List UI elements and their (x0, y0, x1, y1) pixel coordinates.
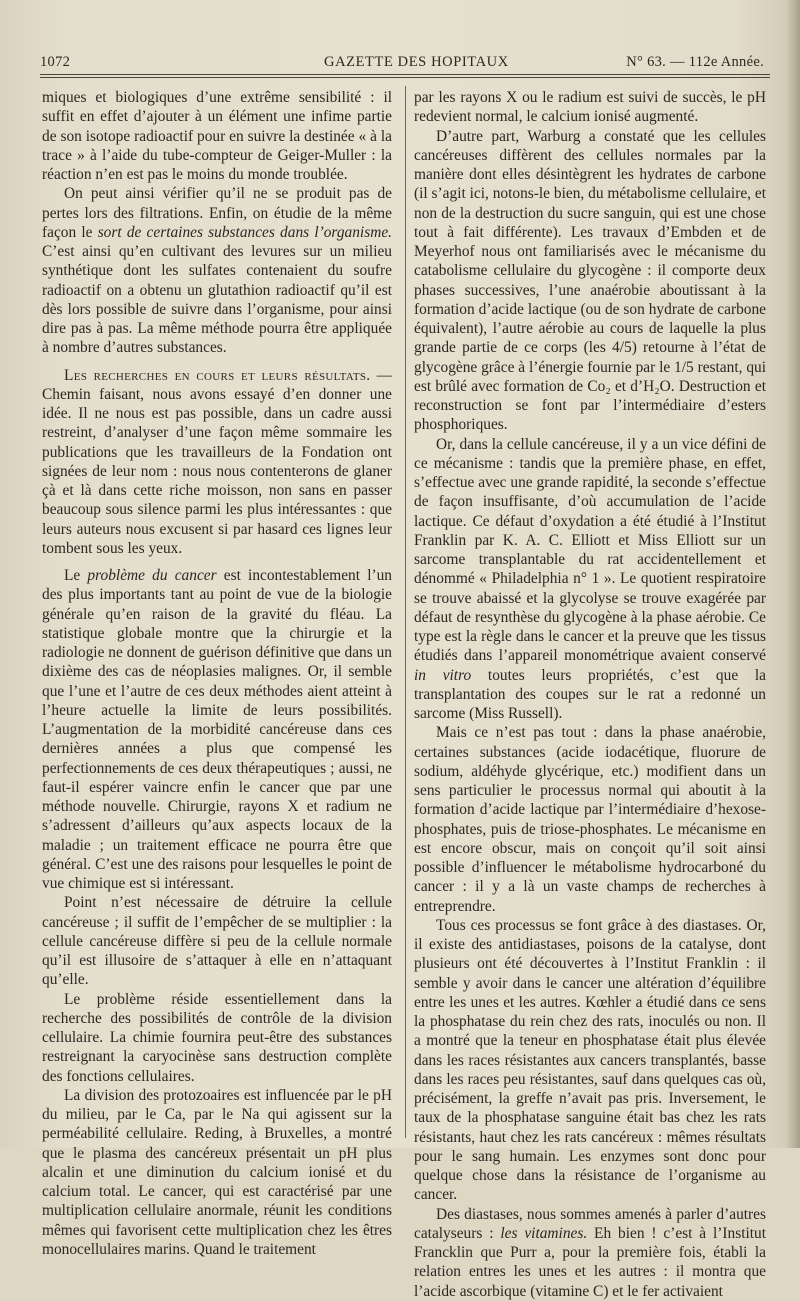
header-rule-double (40, 77, 770, 78)
paragraph: Point n’est nécessaire de détruire la cellule cancéreuse ; il suffit de l’empêcher de se multiplier : la cellule cancéreuse diffère si peu de la cellule normale qu’il est illusoire de s’attaquer à elle en n’attaquant qu’elle. (42, 894, 392, 989)
paragraph: Le problème du cancer est incontestablement l’un des plus importants tant au point de vue de la biologie générale qu’en raison de la gravité du fléau. La statistique globale montre que la chirurgie et la radiologie ne donnent de guérison définitive que dans un dixième des cas de néoplasies malignes. Or, il semble que l’une et l’autre de ces deux méthodes aient atteint à l’heure actuelle la limite de leurs possibilités. L’augmentation de la morbidité cancéreuse dans ces dernières années a plus que compensé les perfectionnements de ces deux thérapeutiques ; aussi, ne faut-il espérer vaincre enfin le cancer que par une méthode nouvelle. Chirurgie, rayons X et radium ne s’adressent d’ailleurs qu’aux aspects locaux de la maladie ; un traitement efficace ne pourra être que général. C’est une des raisons pour lesquelles le point de vue chimique est si intéressant. (42, 567, 392, 892)
paragraph: D’autre part, Warburg a constaté que les cellules cancéreuses diffèrent des cellules normales par la manière dont elles désintègrent les hydrates de carbone (il s’agit ici, notons-le bien, du métabolisme cellulaire, et non de la destruction du sucre sanguin, qui est une chose tout à fait différente). Les travaux d’Embden et de Meyerhof nous ont familiarisés avec le mécanisme du catabolisme cellulaire du glycogène : il comporte deux phases successives, l’une anaérobie aboutissant à la formation d’acide lactique (ou de son hydrate de carbone équivalent), l’autre aérobie au cours de laquelle la plus grande partie de ce corps (les 4/5) retourne à l’état de glycogène grâce à l’énergie fournie par le 1/5 restant, qui est brûlé avec formation de Co₂ et d’H₂O. Destruction et reconstruction se font par l’intermédiaire d’esters phosphoriques. (414, 127, 766, 434)
paragraph: Mais ce n’est pas tout : dans la phase anaérobie, certaines substances (acide iodacétique, fluorure de sodium, aldéhyde glycérique, etc.) modifient dans un sens particulier le processus normal qui aboutit à la formation d’acide lactique par l’intermédiaire d’hexose-phosphates, puis de triose-phosphates. Le mécanisme en est encore obscur, mais on conçoit qu’il soit ainsi possible d’influencer le métabolisme hydrocarboné du cancer : il y a là un vaste champs de recherches à entreprendre. (414, 724, 766, 915)
paragraph: On peut ainsi vérifier qu’il ne se produit pas de pertes lors des filtrations. Enfin, on étudie de la même façon le sort de certaines substances dans l’organisme. C’est ainsi qu’en cultivant des levures sur un milieu synthétique dont les sulfates contenaient du soufre radioactif on a obtenu un glutathion radioactif qu’il est dès lors possible de suivre dans l’organisme, pour ainsi dire pas à pas. La même méthode pourra être appliquée à nombre d’autres substances. (42, 185, 392, 357)
paragraph: Or, dans la cellule cancéreuse, il y a un vice défini de ce mécanisme : tandis que la première phase, en effet, s’effectue avec une grande rapidité, la seconde s’effectue de façon insuffisante, d’où accumulation de l’acide lactique. Ce défaut d’oxydation a été étudié à l’Institut Franklin par K. A. C. Elliott et Miss Elliott sur un sarcome transplantable du rat accidentellement et dénommé « Philadelphia n° 1 ». Le quotient respiratoire se trouve abaissé et la glycolyse se trouve exagérée par défaut de resynthèse du glycogène à la phase aérobie. Ce type est la règle dans le cancer et la preuve que les tissus étudiés dans l’appareil monométrique avaient conservé in vitro toutes leurs propriétés, c’est que la transplantation des coupes sur le rat a redonné un sarcome (Miss Russell). (414, 435, 766, 722)
paragraph: Le problème réside essentiellement dans la recherche des possibilités de contrôle de la division cellulaire. La chimie fournira peut-être des substances restreignant la caryocinèse sans destruction complète des fonctions cellulaires. (42, 990, 392, 1085)
paragraph: La division des protozoaires est influencée par le pH du milieu, par le Ca, par le Na qui agissent sur la perméabilité cellulaire. Reding, à Bruxelles, a montré que le plasma des cancéreux présentait un pH plus alcalin et une diminution du calcium ionisé et du calcium total. Le cancer, qui est caractérisé par une multiplication cellulaire anormale, réunit les conditions mêmes qui favorisent cette multiplication chez les êtres monocellulaires marins. Quand le traitement (42, 1086, 392, 1258)
section-heading: Les recherches en cours et leurs résultats. (64, 366, 371, 384)
page-header (40, 52, 770, 74)
header-rule (40, 74, 770, 75)
issue-info: N° 63. — 112e Année. (626, 54, 764, 70)
left-column (42, 88, 392, 1259)
paragraph: Des diastases, nous sommes amenés à parler d’autres catalyseurs : les vitamines. Eh bien ! c’est à l’Institut Francklin que Purr a, pour la première fois, établi la relation entres les unes et les autres : il montra que l’acide ascorbique (vitamine C) et le fer activaient (414, 1205, 767, 1300)
journal-title: GAZETTE DES HOPITAUX (324, 54, 509, 70)
paragraph: Tous ces processus se font grâce à des diastases. Or, il existe des antidiastases, poisons de la catalyse, dont plusieurs ont été découvertes à l’Institut Franklin : il semble y avoir dans le cancer une altération d’équilibre entre les unes et les autres. Kœhler a étudié dans ce sens la phosphatase du rein chez des rats, inoculés ou non. Il a montré que la teneur en phosphatase était plus élevée dans les races résistantes aux cancers transplantés, basse dans les races peu résistantes, sauf dans quelques cas où, précisément, la greffe n’avait pas pris. Inversement, le taux de la phosphatase sanguine était bas chez les rats résistants, haut chez les rats cancéreux : mêmes résultats pour le sang humain. Les enzymes sont donc pour quelque chose dans la résistance de l’organisme au cancer. (414, 916, 766, 1204)
column-separator (405, 86, 406, 1138)
paragraph: miques et biologiques d’une extrême sensibilité : il suffit en effet d’ajouter à un élément une infime partie de son isotope radioactif pour en suivre la destinée « à la trace » à l’aide du tube-compteur de Geiger-Muller : la réaction n’en est pas le moins du monde troublée. (42, 89, 392, 183)
section-paragraph: Les recherches en cours et leurs résultats. — Chemin faisant, nous avons essayé d’en donner une idée. Il ne nous est pas possible, dans un cadre aussi restreint, d’analyser d’une façon même sommaire les publications que les travailleurs de la Fondation ont signées de leur nom : nous nous contenterons de glaner çà et là dans cette riche moisson, non sans en passer beaucoup sous silence parmi les plus intéressantes : que leurs auteurs nous excusent si par hasard ces lignes leur tombent sous les yeux. (42, 366, 392, 557)
right-column (414, 88, 766, 1301)
paragraph: par les rayons X ou le radium est suivi de succès, le pH redevient normal, le calcium ionisé augmenté. (414, 89, 766, 126)
page-number: 1072 (40, 54, 71, 70)
